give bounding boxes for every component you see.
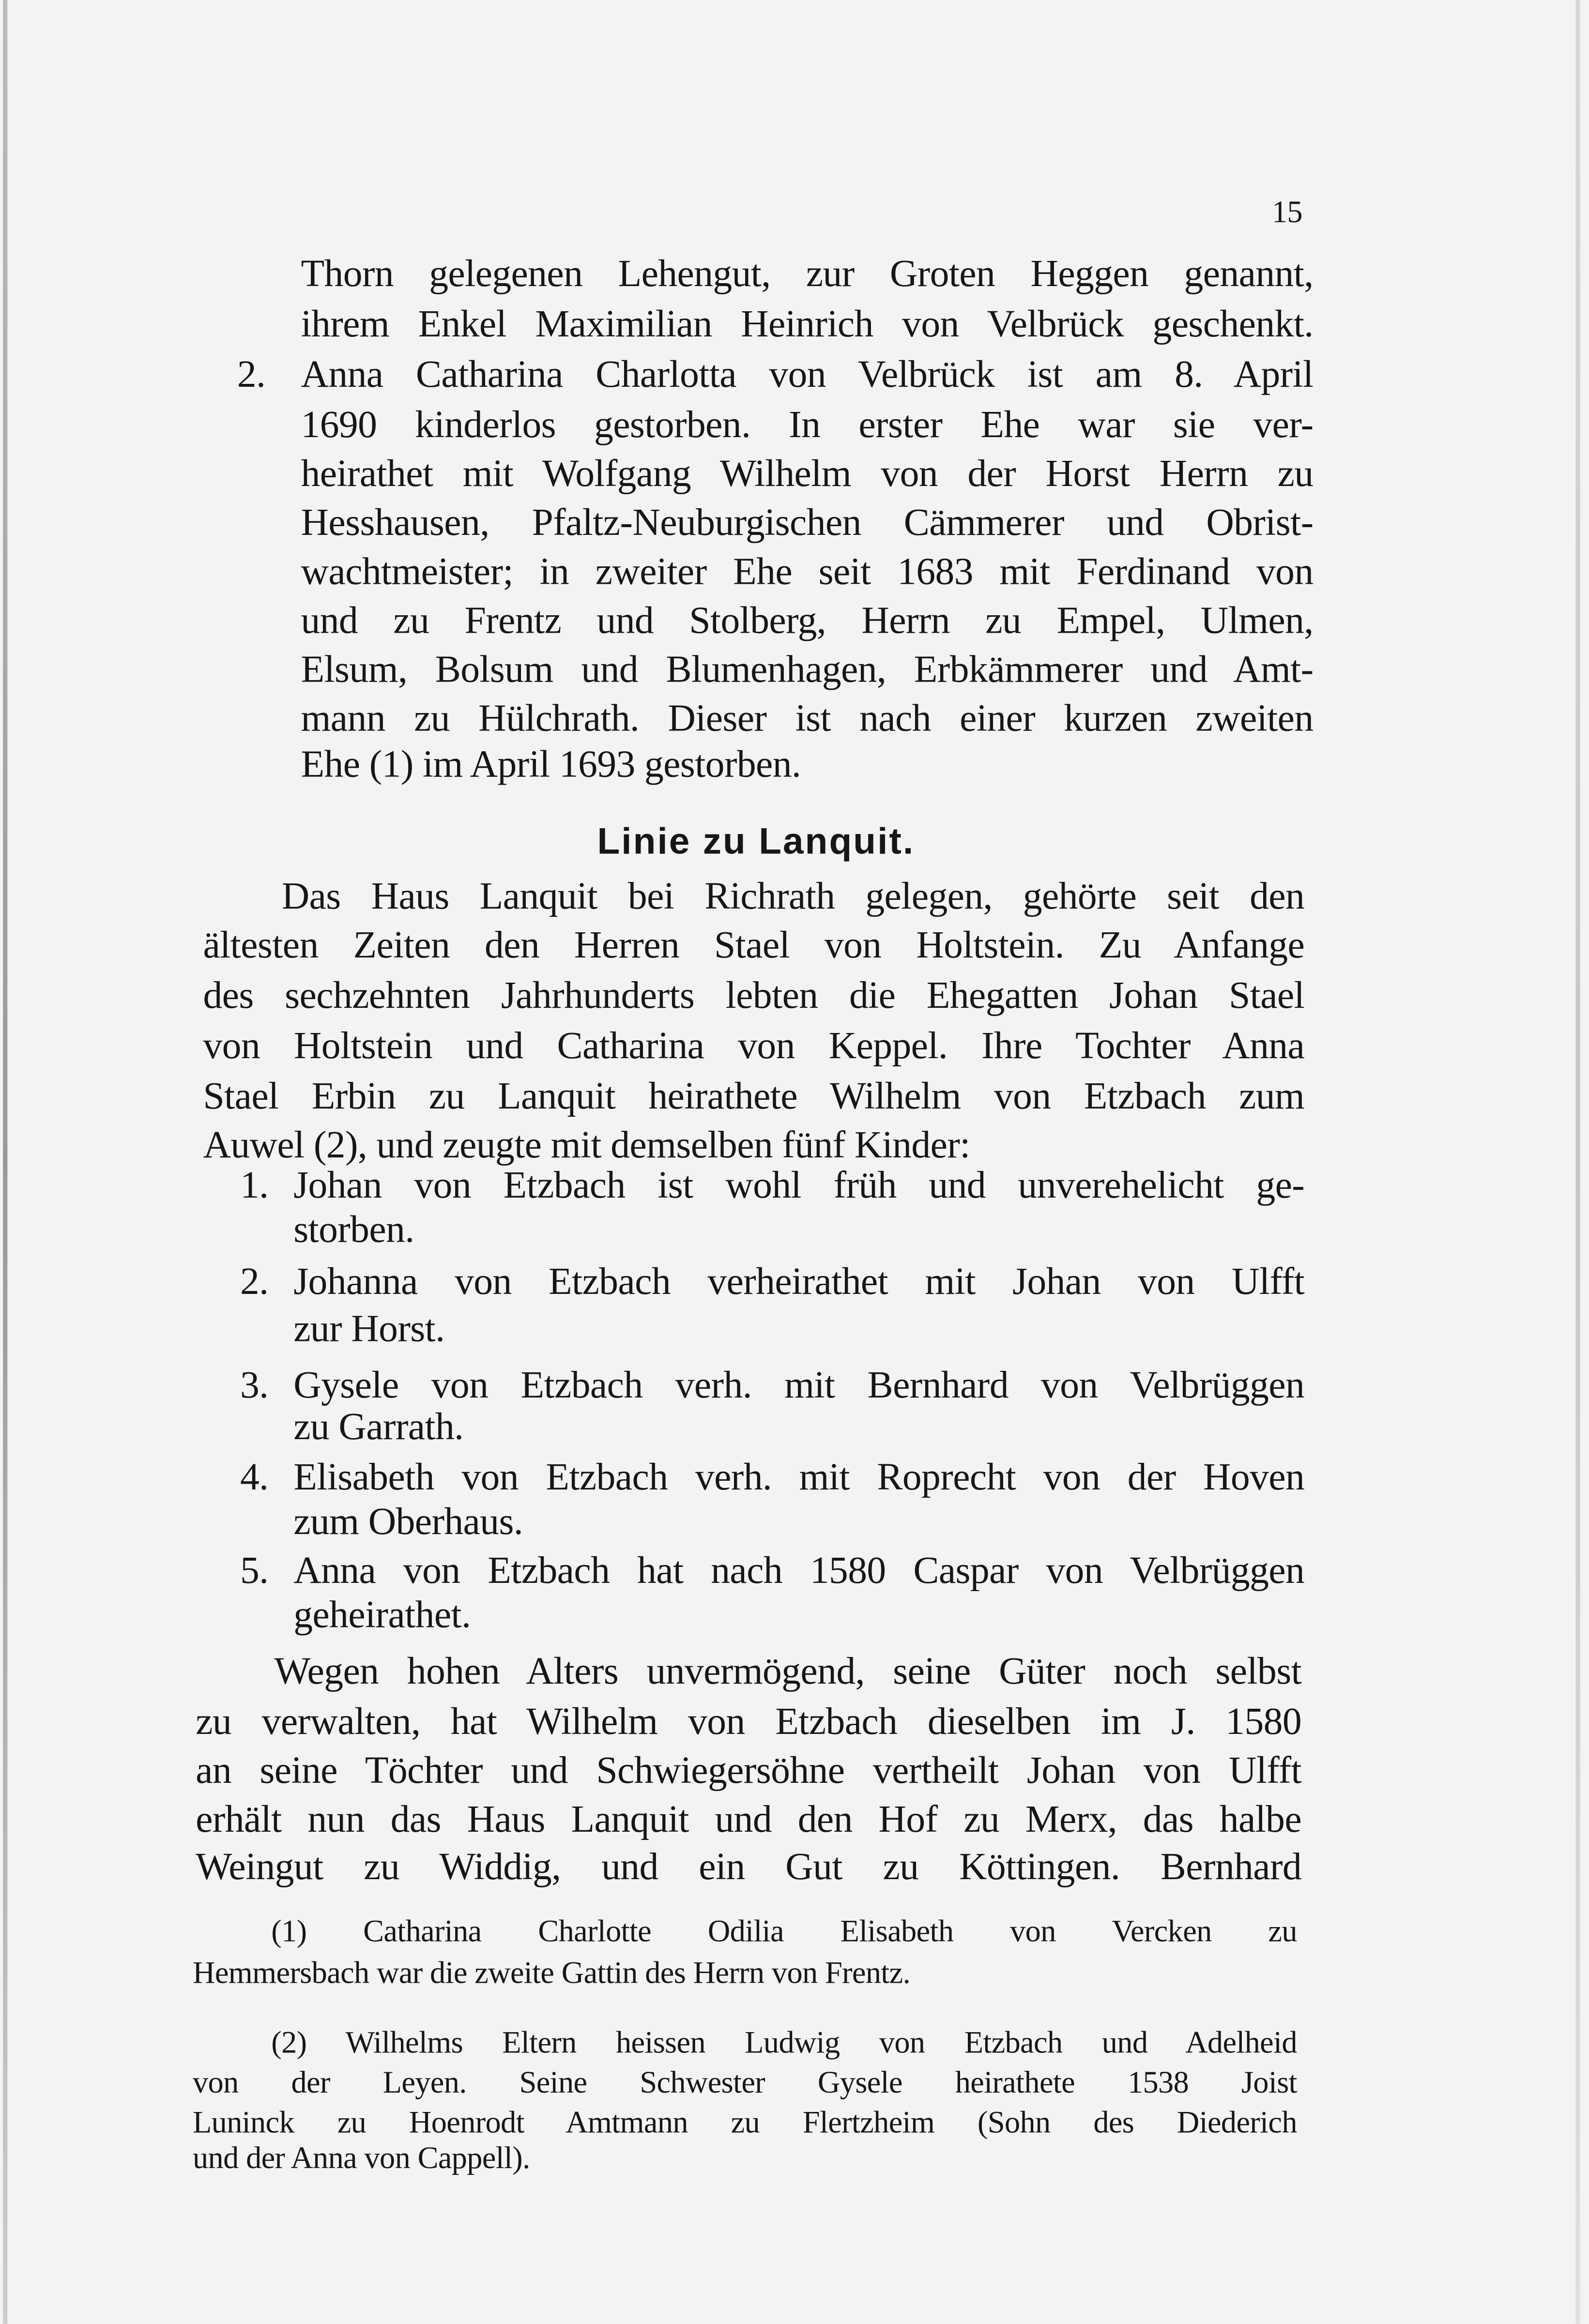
text-line: von Holtstein und Catharina von Keppel. Ihre Tochter Anna — [203, 1024, 1305, 1067]
list-item-text: zu Garrath. — [293, 1405, 464, 1448]
list-number: 5. — [240, 1549, 269, 1592]
footnote-line: (2) Wilhelms Eltern heissen Ludwig von Etzbach und Adelheid — [271, 2024, 1297, 2060]
list-item-text: Johan von Etzbach ist wohl früh und unverehelicht ge- — [293, 1163, 1305, 1207]
list-item-text: storben. — [293, 1208, 414, 1251]
text-line: Hesshausen, Pfaltz-Neuburgischen Cämmerer und Obrist- — [301, 501, 1314, 544]
text-line: wachtmeister; in zweiter Ehe seit 1683 mit Ferdinand von — [301, 549, 1314, 593]
text-line: erhält nun das Haus Lanquit und den Hof zu Merx, das halbe — [196, 1797, 1302, 1841]
list-item-text: Elisabeth von Etzbach verh. mit Roprecht von der Hoven — [293, 1455, 1305, 1499]
list-item-text: Gysele von Etzbach verh. mit Bernhard von Velbrüggen — [293, 1363, 1305, 1407]
list-number: 3. — [240, 1363, 269, 1407]
footnote-line: Hemmersbach war die zweite Gattin des Herrn von Frentz. — [193, 1955, 911, 1990]
list-item-text: geheirathet. — [293, 1593, 471, 1637]
page-edge-right — [1575, 0, 1580, 2324]
text-line: ihrem Enkel Maximilian Heinrich von Velbrück geschenkt. — [301, 302, 1314, 346]
text-line: heirathet mit Wolfgang Wilhelm von der Horst Herrn zu — [301, 452, 1314, 495]
text-line: des sechzehnten Jahrhunderts lebten die Ehegatten Johan Stael — [203, 973, 1305, 1017]
list-item-text: zum Oberhaus. — [293, 1500, 523, 1543]
text-line: Auwel (2), und zeugte mit demselben fünf Kinder: — [203, 1123, 970, 1167]
text-line: Elsum, Bolsum und Blumenhagen, Erbkämmerer und Amt- — [301, 647, 1314, 691]
list-number: 4. — [240, 1455, 269, 1499]
text-line: Anna Catharina Charlotta von Velbrück ist am 8. April — [301, 352, 1314, 396]
list-item-text: Anna von Etzbach hat nach 1580 Caspar von Velbrüggen — [293, 1549, 1305, 1592]
text-line: und zu Frentz und Stolberg, Herrn zu Empel, Ulmen, — [301, 598, 1314, 642]
text-line: Wegen hohen Alters unvermögend, seine Güter noch selbst — [274, 1649, 1302, 1693]
list-item-text: zur Horst. — [293, 1307, 445, 1351]
page-number: 15 — [1271, 194, 1302, 230]
list-number: 2. — [240, 1260, 269, 1303]
list-number: 2. — [237, 352, 266, 396]
text-line: an seine Töchter und Schwiegersöhne vertheilt Johan von Ulfft — [196, 1748, 1302, 1792]
footnote-line: (1) Catharina Charlotte Odilia Elisabeth von Vercken zu — [271, 1913, 1297, 1949]
footnote-line: von der Leyen. Seine Schwester Gysele heirathete 1538 Joist — [193, 2064, 1297, 2100]
section-heading: Linie zu Lanquit. — [597, 821, 915, 863]
text-line: mann zu Hülchrath. Dieser ist nach einer kurzen zweiten — [301, 696, 1314, 740]
page-edge-left — [3, 0, 7, 2324]
text-line: zu verwalten, hat Wilhelm von Etzbach dieselben im J. 1580 — [196, 1700, 1302, 1743]
text-line: Thorn gelegenen Lehengut, zur Groten Heggen genannt, — [301, 252, 1314, 295]
text-line: Stael Erbin zu Lanquit heirathete Wilhelm von Etzbach zum — [203, 1074, 1305, 1118]
footnote-line: Luninck zu Hoenrodt Amtmann zu Flertzheim (Sohn des Diederich — [193, 2104, 1297, 2140]
text-line: Weingut zu Widdig, und ein Gut zu Köttingen. Bernhard — [196, 1845, 1302, 1888]
list-item-text: Johanna von Etzbach verheirathet mit Johan von Ulfft — [293, 1260, 1305, 1303]
text-line: Das Haus Lanquit bei Richrath gelegen, gehörte seit den — [281, 874, 1305, 918]
text-line: Ehe (1) im April 1693 gestorben. — [301, 742, 801, 786]
list-number: 1. — [240, 1163, 269, 1207]
text-line: ältesten Zeiten den Herren Stael von Holtstein. Zu Anfange — [203, 923, 1305, 967]
text-line: 1690 kinderlos gestorben. In erster Ehe war sie ver- — [301, 403, 1314, 446]
footnote-line: und der Anna von Cappell). — [193, 2140, 530, 2176]
